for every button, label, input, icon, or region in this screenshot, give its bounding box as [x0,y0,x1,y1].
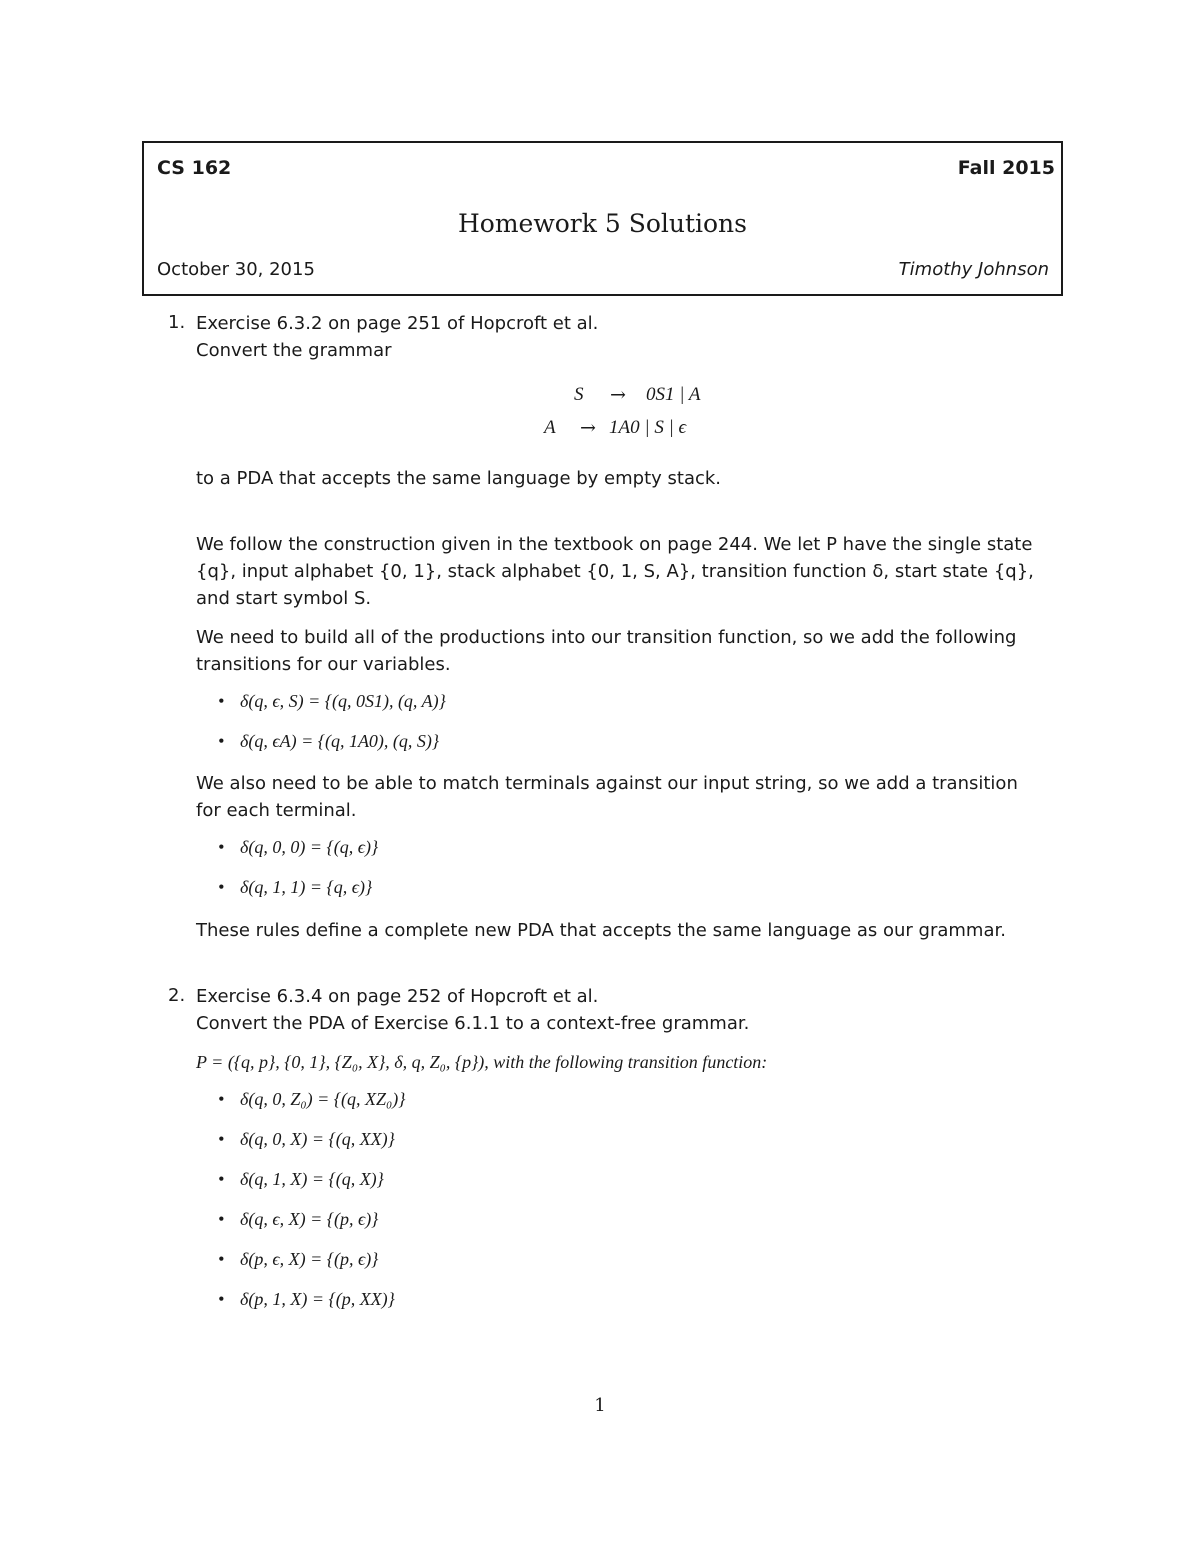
bullet-icon: • [218,1289,225,1309]
paragraph-line: transitions for our variables. [196,654,451,675]
bullet-icon: • [218,1129,225,1149]
paragraph-line: and start symbol S. [196,588,372,609]
bullet-icon: • [218,837,225,857]
transition-item: • δ(q, 1, 1) = {q, ϵ)} [218,877,373,897]
page-number: 1 [594,1395,606,1416]
grammar-rhs: 0S1 | A [646,384,701,405]
transition-item: • δ(q, 1, X) = {(q, X)} [218,1169,384,1189]
bullet-icon: • [218,877,225,897]
bullet-icon: • [218,1209,225,1229]
problem-1-prompt: Convert the grammar [196,340,392,361]
paragraph-line: {q}, input alphabet {0, 1}, stack alphabet {0, 1, S, A}, transition function δ, start state {q}, [196,561,1034,582]
transition-item: • δ(q, ϵ, X) = {(p, ϵ)} [218,1209,379,1229]
problem-1-conclusion: These rules define a complete new PDA that accepts the same language as our grammar. [196,920,1006,941]
grammar-arrow: → [580,417,596,439]
problem-1-prompt-end: to a PDA that accepts the same language by empty stack. [196,468,722,489]
document-title: Homework 5 Solutions [457,209,747,238]
paragraph-line: We follow the construction given in the textbook on page 244. We let P have the single state [196,534,1033,555]
pda-definition: P = ({q, p}, {0, 1}, {Z₀, X}, δ, q, Z₀, {p}), with the following transition function: [196,1052,768,1072]
document-date: October 30, 2015 [157,259,315,280]
grammar-lhs: A [544,417,556,438]
transition-item: • δ(q, ϵ, S) = {(q, 0S1), (q, A)} [218,691,446,711]
paragraph-line: We need to build all of the productions into our transition function, so we add the following [196,627,1017,648]
transition-item: • δ(p, 1, X) = {(p, XX)} [218,1289,395,1309]
bullet-icon: • [218,691,225,711]
problem-1-exercise: Exercise 6.3.2 on page 251 of Hopcroft et al. [196,313,599,334]
transition-item: • δ(q, 0, 0) = {(q, ϵ)} [218,837,379,857]
grammar-arrow: → [610,384,626,406]
problem-1-number: 1. [168,312,186,333]
problem-2-exercise: Exercise 6.3.4 on page 252 of Hopcroft et al. [196,986,599,1007]
grammar-lhs: S [574,384,584,405]
problem-2-number: 2. [168,985,186,1006]
bullet-icon: • [218,1089,225,1109]
transition-item: • δ(q, 0, Z₀) = {(q, XZ₀)} [218,1089,406,1109]
transition-item: • δ(q, ϵA) = {(q, 1A0), (q, S)} [218,731,440,751]
paragraph-line: We also need to be able to match terminals against our input string, so we add a transition [196,773,1018,794]
bullet-icon: • [218,731,225,751]
paragraph-line: for each terminal. [196,800,357,821]
course-code: CS 162 [157,157,232,179]
author-name: Timothy Johnson [898,259,1049,280]
bullet-icon: • [218,1169,225,1189]
bullet-icon: • [218,1249,225,1269]
transition-item: • δ(q, 0, X) = {(q, XX)} [218,1129,395,1149]
header-box [142,141,1063,296]
problem-2-prompt: Convert the PDA of Exercise 6.1.1 to a context-free grammar. [196,1013,750,1034]
transition-item: • δ(p, ϵ, X) = {(p, ϵ)} [218,1249,379,1269]
grammar-rhs: 1A0 | S | ϵ [609,417,687,438]
term: Fall 2015 [957,157,1055,179]
